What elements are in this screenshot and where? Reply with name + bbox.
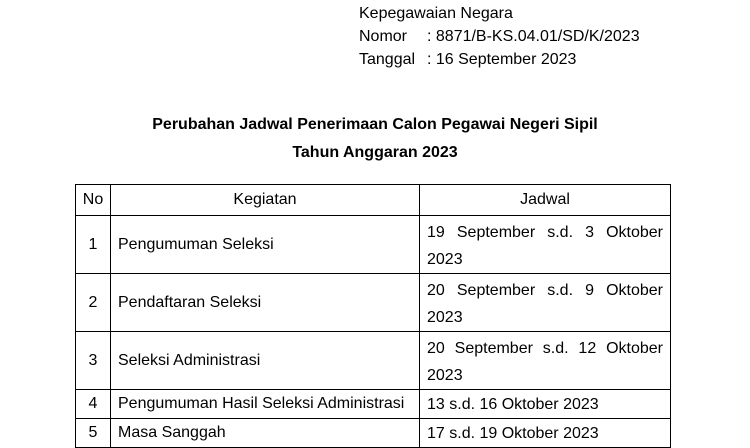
row-number: 2 <box>76 274 111 332</box>
document-subtitle: Tahun Anggaran 2023 <box>292 144 458 161</box>
nomor-label: Nomor <box>359 28 408 45</box>
table-row <box>76 332 671 390</box>
row-activity: Pengumuman Hasil Seleksi Administrasi <box>111 390 420 419</box>
col-header-no: No <box>76 185 111 216</box>
table-row <box>76 419 671 448</box>
header-line-top <box>359 2 640 25</box>
col-header-kegiatan: Kegiatan <box>111 185 420 216</box>
col-header-jadwal: Jadwal <box>420 185 671 216</box>
row-activity: Seleksi Administrasi <box>111 332 420 390</box>
tanggal-label: Tanggal <box>359 51 416 68</box>
row-schedule: 20 September s.d. 12 Oktober 2023 <box>420 332 671 390</box>
header-agency-text: Kepegawaian Negara <box>359 5 513 22</box>
header-nomor-row <box>359 25 640 48</box>
row-activity: Pendaftaran Seleksi <box>111 274 420 332</box>
table-row <box>76 274 671 332</box>
row-schedule: 13 s.d. 16 Oktober 2023 <box>420 390 671 419</box>
header-tanggal-row <box>359 48 640 71</box>
document-title: Perubahan Jadwal Penerimaan Calon Pegawai Negeri Sipil <box>152 116 598 133</box>
row-number: 3 <box>76 332 111 390</box>
table-row <box>76 216 671 274</box>
table-header-row <box>76 185 671 216</box>
table-row <box>76 390 671 419</box>
row-number: 1 <box>76 216 111 274</box>
letter-reference-block <box>359 0 640 71</box>
row-schedule: 19 September s.d. 3 Oktober 2023 <box>420 216 671 274</box>
row-activity: Pengumuman Seleksi <box>111 216 420 274</box>
nomor-value: : 8871/B-KS.04.01/SD/K/2023 <box>427 28 640 45</box>
row-number: 5 <box>76 419 111 448</box>
row-number: 4 <box>76 390 111 419</box>
row-schedule: 20 September s.d. 9 Oktober 2023 <box>420 274 671 332</box>
schedule-table <box>75 184 671 448</box>
row-schedule: 17 s.d. 19 Oktober 2023 <box>420 419 671 448</box>
row-activity: Masa Sanggah <box>111 419 420 448</box>
tanggal-value: : 16 September 2023 <box>427 51 577 68</box>
